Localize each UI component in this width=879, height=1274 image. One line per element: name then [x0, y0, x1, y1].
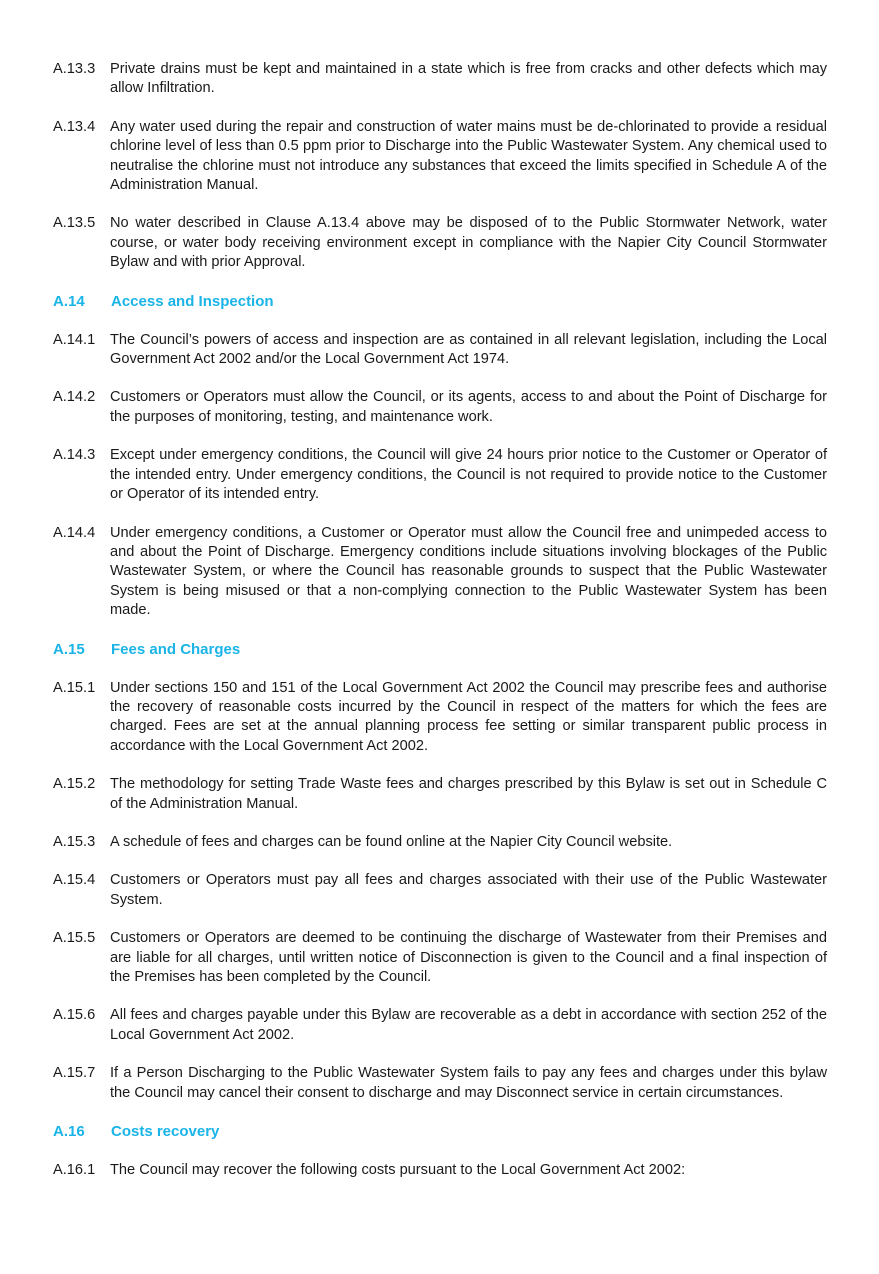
clause-number: A.15.1 — [53, 679, 96, 696]
clause-text: Private drains must be kept and maintained in a state which is free from cracks and other defects which may allow Infiltration. — [110, 61, 827, 97]
clause-text: Under sections 150 and 151 of the Local Government Act 2002 the Council may prescribe fees and authorise the recovery of reasonable costs incurred by the Council in respect of the matters for which the fees are charged. Fees are set at the annual planning process fee setting or similar transparent public process in accordance with the Local Government Act 2002. — [110, 679, 827, 754]
section-title: Fees and Charges — [111, 640, 241, 658]
clause-text: The methodology for setting Trade Waste fees and charges prescribed by this Bylaw is set out in Schedule C of the Administration Manual. — [110, 776, 827, 812]
clause-a-13-3 — [53, 60, 827, 99]
clause-a-15-4 — [53, 871, 827, 910]
clause-text: Except under emergency conditions, the Council will give 24 hours prior notice to the Customer or Operator of the intended entry. Under emergency conditions, the Council is not required to provide notice to the Customer or Operator of its intended entry. — [110, 447, 827, 503]
clause-number: A.13.5 — [53, 215, 96, 232]
clause-number: A.13.4 — [53, 118, 96, 135]
clause-text: A schedule of fees and charges can be found online at the Napier City Council website. — [110, 833, 673, 850]
clause-a-14-4 — [53, 524, 827, 621]
section-heading-a-16 — [53, 1122, 827, 1142]
clause-text: No water described in Clause A.13.4 above may be disposed of to the Public Stormwater Network, water course, or water body receiving environment except in compliance with the Napier City Council Stormwater Bylaw and with prior Approval. — [110, 215, 827, 271]
clause-number: A.14.4 — [53, 524, 96, 541]
section-number: A.15 — [53, 640, 85, 658]
clause-a-14-2 — [53, 388, 827, 427]
clause-number: A.15.2 — [53, 776, 96, 793]
clause-a-15-3 — [53, 833, 827, 852]
clause-number: A.14.2 — [53, 389, 96, 406]
clause-a-15-2 — [53, 775, 827, 814]
clause-text: If a Person Discharging to the Public Wastewater System fails to pay any fees and charges under this bylaw the Council may cancel their consent to discharge and may Disconnect service in certain circumstances. — [110, 1065, 827, 1101]
clause-a-15-5 — [53, 929, 827, 987]
clause-text: All fees and charges payable under this Bylaw are recoverable as a debt in accordance with section 252 of the Local Government Act 2002. — [110, 1007, 827, 1043]
clause-text: The Council’s powers of access and inspection are as contained in all relevant legislation, including the Local Government Act 2002 and/or the Local Government Act 1974. — [110, 331, 827, 368]
clause-text: Customers or Operators must allow the Council, or its agents, access to and about the Point of Discharge for the purposes of monitoring, testing, and maintenance work. — [110, 389, 827, 425]
clause-a-15-7 — [53, 1064, 827, 1103]
section-number: A.14 — [53, 292, 85, 310]
clause-text: Under emergency conditions, a Customer or Operator must allow the Council free and unimpeded access to and about the Point of Discharge. Emergency conditions include situations involving blockages of the Public Wastewater System, or where the Council has reasonable grounds to suspect that the Public Wastewater System is being misused or that a non-complying connection to the Public Wastewater System has been made. — [110, 524, 827, 619]
section-heading-a-15 — [53, 640, 827, 660]
clause-text: Customers or Operators must pay all fees and charges associated with their use of the Public Wastewater System. — [110, 872, 827, 908]
section-title: Costs recovery — [111, 1123, 220, 1141]
section-heading-a-14 — [53, 292, 827, 312]
section-title: Access and Inspection — [111, 292, 274, 310]
clause-number: A.16.1 — [53, 1162, 96, 1179]
clause-a-14-3 — [53, 446, 827, 504]
section-number: A.16 — [53, 1123, 85, 1141]
clause-text: The Council may recover the following costs pursuant to the Local Government Act 2002: — [110, 1162, 686, 1179]
clause-number: A.14.3 — [53, 447, 96, 464]
clause-text: Any water used during the repair and construction of water mains must be de-chlorinated to provide a residual chlorine level of less than 0.5 ppm prior to Discharge into the Public Wastewater System. Any chemical used to neutralise the chlorine must not introduce any substances that exceed the limits specified in Schedule A of the Administration Manual. — [110, 118, 827, 194]
clause-number: A.15.3 — [53, 833, 96, 850]
clause-number: A.15.6 — [53, 1007, 96, 1024]
clause-number: A.14.1 — [53, 331, 96, 348]
clause-a-13-5 — [53, 214, 827, 272]
clause-a-14-1 — [53, 331, 827, 370]
clause-a-15-6 — [53, 1006, 827, 1045]
clause-a-16-1 — [53, 1161, 827, 1180]
clause-number: A.15.5 — [53, 930, 96, 947]
clause-text: Customers or Operators are deemed to be continuing the discharge of Wastewater from their Premises and are liable for all charges, until written notice of Disconnection is given to the Council and a final inspection of the Premises has been completed by the Council. — [110, 930, 827, 985]
clause-number: A.15.7 — [53, 1065, 96, 1082]
clause-number: A.15.4 — [53, 872, 96, 889]
clause-a-15-1 — [53, 679, 827, 757]
clause-a-13-4 — [53, 118, 827, 196]
clause-number: A.13.3 — [53, 61, 96, 77]
